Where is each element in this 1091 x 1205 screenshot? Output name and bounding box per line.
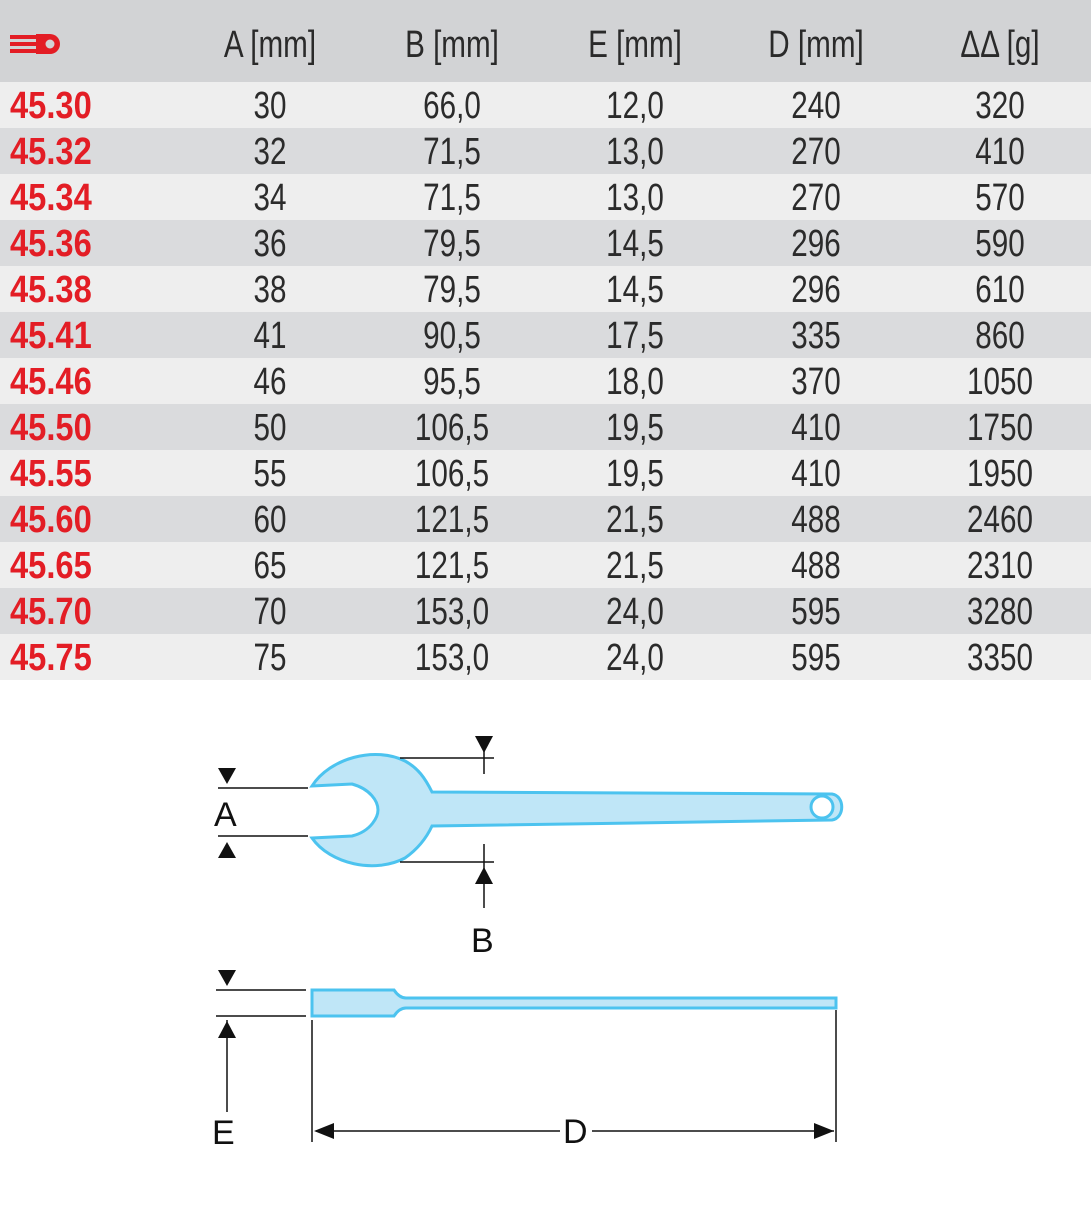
wrench-top-view: [312, 754, 842, 865]
cell-w: 1950: [967, 453, 1033, 495]
cell-b: 153,0: [414, 637, 490, 679]
cell-a: 75: [253, 637, 287, 679]
cell-e: 12,0: [606, 85, 664, 127]
cell-b: 121,5: [414, 499, 490, 541]
reference-code: 45.60: [10, 499, 92, 541]
cell-b: 90,5: [423, 315, 481, 357]
cell-a: 46: [253, 361, 287, 403]
cell-b: 95,5: [423, 361, 481, 403]
cell-a: 30: [253, 85, 287, 127]
cell-d: 488: [791, 499, 841, 541]
cell-w: 590: [975, 223, 1025, 265]
cell-d: 370: [791, 361, 841, 403]
cell-b: 153,0: [414, 591, 490, 633]
table-row: [0, 358, 1091, 404]
table-row: [0, 450, 1091, 496]
cell-w: 3350: [967, 637, 1033, 679]
cell-d: 410: [791, 453, 841, 495]
cell-b: 66,0: [423, 85, 481, 127]
reference-code: 45.75: [10, 637, 92, 679]
reference-code: 45.65: [10, 545, 92, 587]
reference-code: 45.38: [10, 269, 92, 311]
cell-d: 595: [791, 637, 841, 679]
cell-b: 106,5: [414, 453, 490, 495]
cell-a: 32: [253, 131, 287, 173]
cell-e: 19,5: [606, 407, 664, 449]
reference-code: 45.55: [10, 453, 92, 495]
label-b: B: [471, 922, 494, 960]
cell-e: 24,0: [606, 591, 664, 633]
cell-d: 240: [791, 85, 841, 127]
cell-w: 1750: [967, 407, 1033, 449]
reference-code: 45.34: [10, 177, 92, 219]
reference-code: 45.32: [10, 131, 92, 173]
cell-a: 41: [253, 315, 287, 357]
column-header-d: D [mm]: [768, 24, 864, 66]
table-row: [0, 634, 1091, 680]
cell-b: 71,5: [423, 177, 481, 219]
cell-a: 36: [253, 223, 287, 265]
cell-b: 79,5: [423, 223, 481, 265]
dimension-d: [312, 1010, 836, 1151]
cell-e: 13,0: [606, 177, 664, 219]
cell-a: 70: [253, 591, 287, 633]
cell-e: 14,5: [606, 269, 664, 311]
table-row: [0, 496, 1091, 542]
cell-e: 13,0: [606, 131, 664, 173]
table-row: [0, 404, 1091, 450]
cell-w: 570: [975, 177, 1025, 219]
cell-d: 270: [791, 131, 841, 173]
reference-code: 45.70: [10, 591, 92, 633]
column-header-b: B [mm]: [405, 24, 499, 66]
cell-a: 60: [253, 499, 287, 541]
reference-code: 45.30: [10, 85, 92, 127]
label-e: E: [212, 1114, 235, 1152]
cell-e: 19,5: [606, 453, 664, 495]
table-row: [0, 312, 1091, 358]
column-header-weight: ΔΔ [g]: [960, 24, 1040, 66]
cell-d: 270: [791, 177, 841, 219]
table-row: [0, 82, 1091, 128]
wrench-diagram: [0, 686, 1091, 1200]
reference-code: 45.46: [10, 361, 92, 403]
cell-a: 50: [253, 407, 287, 449]
cell-a: 38: [253, 269, 287, 311]
cell-d: 410: [791, 407, 841, 449]
cell-b: 106,5: [414, 407, 490, 449]
table-body: [0, 82, 1091, 680]
cell-w: 860: [975, 315, 1025, 357]
table-row: [0, 220, 1091, 266]
cell-d: 488: [791, 545, 841, 587]
cell-d: 335: [791, 315, 841, 357]
cell-e: 21,5: [606, 545, 664, 587]
reference-code: 45.50: [10, 407, 92, 449]
cell-b: 121,5: [414, 545, 490, 587]
cell-w: 610: [975, 269, 1025, 311]
table-row: [0, 588, 1091, 634]
reference-code: 45.36: [10, 223, 92, 265]
cell-e: 21,5: [606, 499, 664, 541]
cell-d: 296: [791, 269, 841, 311]
cell-w: 320: [975, 85, 1025, 127]
cell-d: 296: [791, 223, 841, 265]
red-spanner-icon: [10, 32, 60, 61]
cell-w: 2460: [967, 499, 1033, 541]
cell-e: 18,0: [606, 361, 664, 403]
table-row: [0, 128, 1091, 174]
label-d: D: [563, 1113, 588, 1151]
wrench-side-view: [312, 990, 836, 1016]
cell-w: 3280: [967, 591, 1033, 633]
cell-w: 1050: [967, 361, 1033, 403]
column-header-a: A [mm]: [223, 24, 317, 66]
cell-b: 71,5: [423, 131, 481, 173]
cell-e: 17,5: [606, 315, 664, 357]
label-a: A: [214, 796, 237, 834]
cell-w: 2310: [967, 545, 1033, 587]
cell-a: 65: [253, 545, 287, 587]
table-row: [0, 542, 1091, 588]
table-row: [0, 174, 1091, 220]
column-header-e: E [mm]: [588, 24, 682, 66]
cell-e: 24,0: [606, 637, 664, 679]
cell-a: 34: [253, 177, 287, 219]
reference-code: 45.41: [10, 315, 92, 357]
cell-a: 55: [253, 453, 287, 495]
dimension-e: [212, 970, 306, 1152]
cell-w: 410: [975, 131, 1025, 173]
cell-e: 14,5: [606, 223, 664, 265]
table-header: [0, 0, 1091, 82]
table-row: [0, 266, 1091, 312]
cell-d: 595: [791, 591, 841, 633]
cell-b: 79,5: [423, 269, 481, 311]
dimension-a: [214, 768, 308, 858]
